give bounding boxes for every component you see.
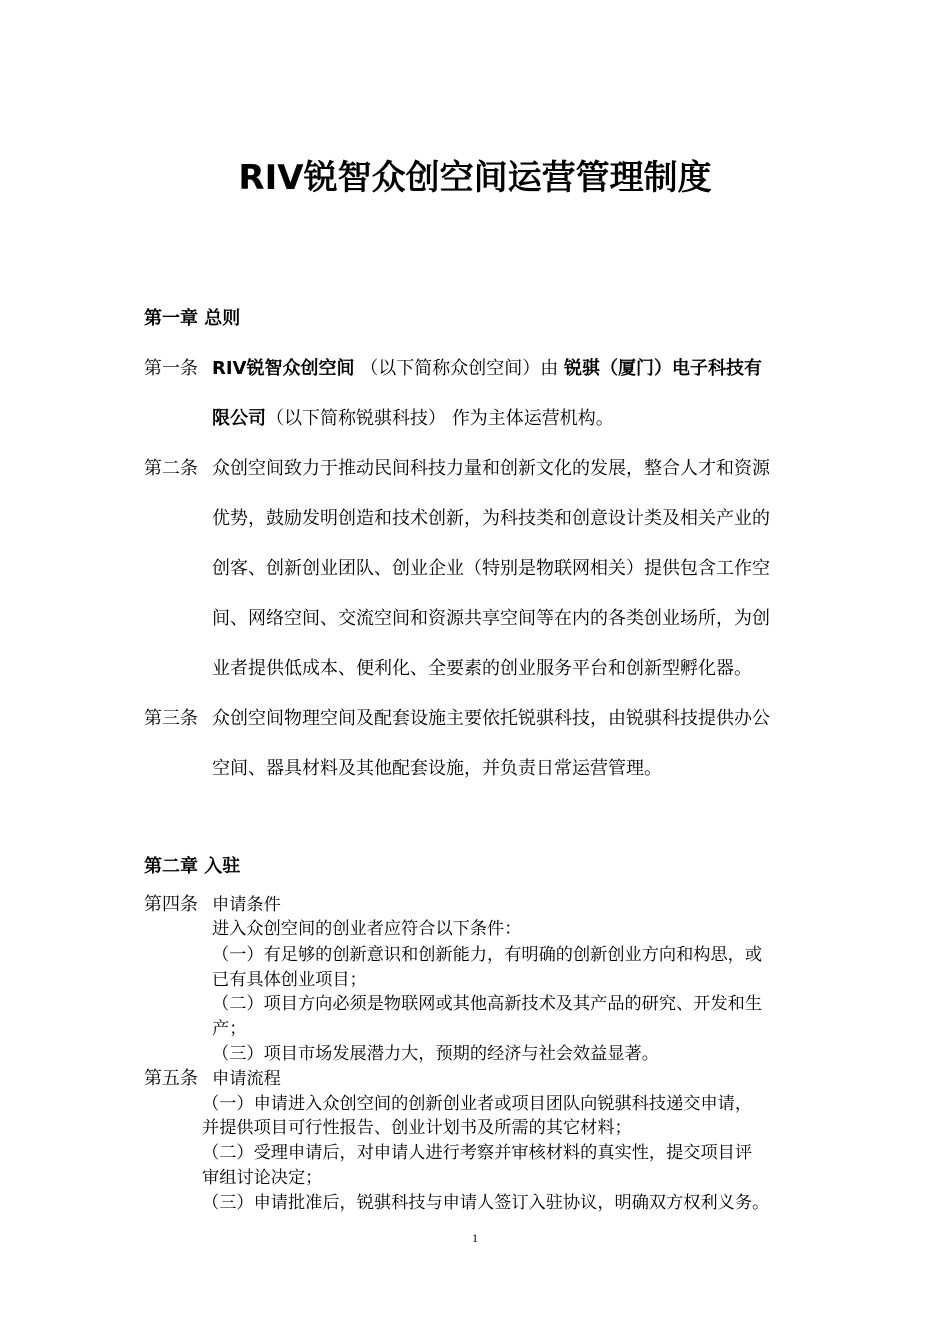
article-1-text-2: （以下简称锐骐科技） 作为主体运营机构。 — [266, 408, 614, 429]
article-4-line-5: （二）项目方向必须是物联网或其他高新技术及其产品的研究、开发和生 — [212, 994, 763, 1014]
article-5-line-3: 并提供项目可行性报告、创业计划书及所需的其它材料； — [202, 1118, 632, 1138]
article-2-line-5: 业者提供低成本、便利化、全要素的创业服务平台和创新型孵化器。 — [212, 658, 752, 679]
article-4-line-1: 申请条件 — [212, 895, 281, 915]
article-4-line-4: 已有具体创业项目； — [212, 970, 367, 990]
article-3-line-2: 空间、器具材料及其他配套设施，并负责日常运营管理。 — [212, 758, 662, 779]
article-2-line-3: 创客、创新创业团队、创业企业（特别是物联网相关）提供包含工作空 — [212, 558, 770, 579]
article-1-line-1 — [212, 356, 762, 382]
article-1-line-2 — [212, 406, 614, 432]
article-5-line-4: （二）受理申请后，对申请人进行考察并审核材料的真实性，提交项目评 — [202, 1143, 753, 1163]
company-name: 锐骐（厦门）电子科技有 — [563, 358, 762, 379]
article-5-line-6: （三）申请批准后，锐骐科技与申请人签订入驻协议，明确双方权利义务。 — [202, 1193, 770, 1213]
article-5-line-1: 申请流程 — [212, 1069, 281, 1089]
article-label-3: 第三条 — [144, 708, 198, 729]
article-label-1: 第一条 — [144, 358, 198, 379]
article-2-line-4: 间、网络空间、交流空间和资源共享空间等在内的各类创业场所，为创 — [212, 608, 770, 629]
company-name-cont: 限公司 — [212, 408, 266, 429]
article-5-line-5: 审组讨论决定； — [202, 1168, 323, 1188]
article-4-line-7: （三）项目市场发展潜力大，预期的经济与社会效益显著。 — [212, 1044, 659, 1064]
article-3-line-1: 众创空间物理空间及配套设施主要依托锐骐科技，由锐骐科技提供办公 — [212, 708, 770, 729]
space-name: RIV锐智众创空间 — [212, 358, 355, 379]
article-1-text: （以下简称众创空间）由 — [354, 358, 564, 379]
article-label-4: 第四条 — [144, 894, 198, 915]
article-label-2: 第二条 — [144, 458, 198, 479]
article-2-line-2: 优势，鼓励发明创造和技术创新，为科技类和创意设计类及相关产业的 — [212, 508, 770, 529]
document-title: RIV锐智众创空间运营管理制度 — [238, 158, 712, 198]
chapter-heading-1: 第一章 总则 — [144, 308, 241, 329]
article-2-line-1: 众创空间致力于推动民间科技力量和创新文化的发展，整合人才和资源 — [212, 458, 770, 479]
article-4-line-6: 产； — [212, 1019, 247, 1039]
article-4-line-2: 进入众创空间的创业者应符合以下条件： — [212, 919, 522, 939]
article-label-5: 第五条 — [144, 1068, 198, 1089]
page-number: 1 — [472, 1231, 478, 1245]
article-4-line-3: （一）有足够的创新意识和创新能力，有明确的创新创业方向和构思，或 — [212, 945, 763, 965]
article-5-line-2: （一）申请进入众创空间的创新创业者或项目团队向锐骐科技递交申请， — [202, 1094, 753, 1114]
chapter-heading-2: 第二章 入驻 — [144, 856, 241, 877]
